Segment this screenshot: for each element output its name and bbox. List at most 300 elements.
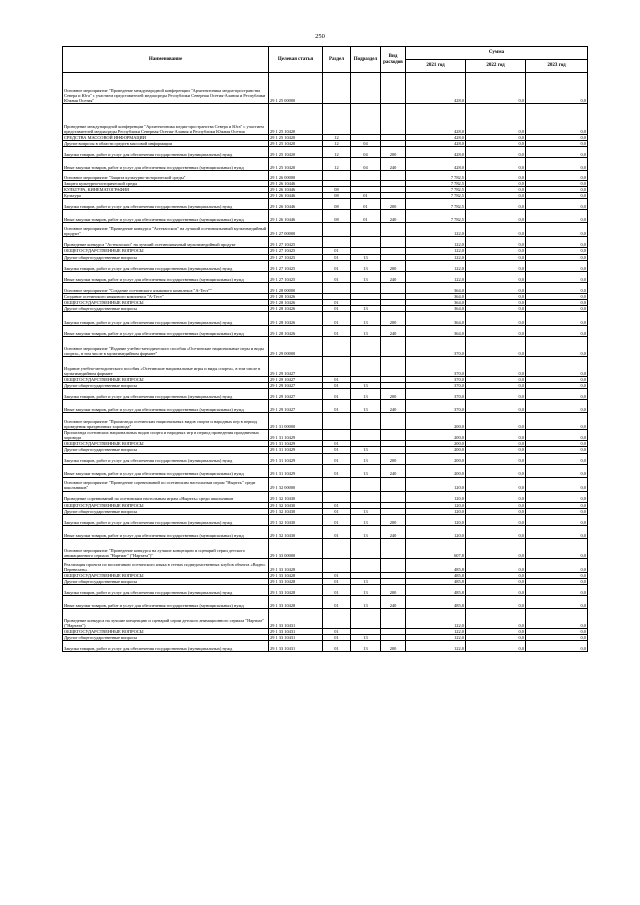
cell-sum-2023: 0,0	[526, 413, 588, 430]
cell-sum-2022: 0,0	[466, 430, 526, 441]
cell-name: Основное мероприятие "Защита культурно-исторической среды"	[63, 171, 269, 181]
header-subsection: Подраздел	[351, 47, 381, 73]
header-year-2022: 2022 год	[466, 60, 526, 73]
cell-section	[323, 336, 351, 356]
table-row	[63, 199, 588, 210]
cell-sum-2023: 0,0	[526, 237, 588, 248]
cell-sum-2021: 370,0	[406, 356, 466, 376]
cell-sum-2023: 0,0	[526, 464, 588, 477]
cell-target-code: 29 1 26 00000	[269, 171, 323, 181]
cell-expense-type: 240	[381, 400, 406, 413]
cell-name: Иные закупки товаров, работ и услуг для обеспечения государственных (муниципальных) нужд	[63, 464, 269, 477]
cell-target-code: 29 1 26 10446	[269, 187, 323, 193]
cell-name: Закупка товаров, работ и услуг для обеспечения государственных (муниципальных) нужд	[63, 311, 269, 325]
cell-sum-2023: 0,0	[526, 441, 588, 447]
cell-sum-2022: 0,0	[466, 187, 526, 193]
cell-expense-type	[381, 104, 406, 135]
cell-expense-type: 240	[381, 158, 406, 171]
cell-target-code: 29 1 33 10431	[269, 628, 323, 634]
cell-sum-2023: 0,0	[526, 293, 588, 299]
cell-section: 01	[323, 578, 351, 584]
header-expense-type: Вид расходов	[381, 47, 406, 73]
cell-target-code: 29 1 25 10420	[269, 147, 323, 158]
cell-section: 12	[323, 135, 351, 141]
cell-sum-2023: 0,0	[526, 514, 588, 525]
cell-sum-2023: 0,0	[526, 508, 588, 514]
cell-sum-2022: 0,0	[466, 248, 526, 254]
cell-subsection: 01	[351, 193, 381, 199]
cell-name: Иные закупки товаров, работ и услуг для обеспечения государственных (муниципальных) нужд	[63, 158, 269, 171]
cell-name: Другие общегосударственные вопросы	[63, 447, 269, 453]
cell-name: Иные закупки товаров, работ и услуг для обеспечения государственных (муниципальных) нужд	[63, 271, 269, 282]
cell-sum-2022: 0,0	[466, 181, 526, 187]
cell-name: Другие общегосударственные вопросы	[63, 634, 269, 640]
cell-sum-2022: 0,0	[466, 193, 526, 199]
cell-sum-2022: 0,0	[466, 223, 526, 237]
cell-expense-type: 200	[381, 641, 406, 652]
cell-sum-2023: 0,0	[526, 135, 588, 141]
cell-target-code: 29 1 33 10428	[269, 595, 323, 608]
cell-sum-2022: 0,0	[466, 595, 526, 608]
cell-sum-2023: 0,0	[526, 210, 588, 223]
cell-section	[323, 282, 351, 293]
table-row	[63, 400, 588, 413]
cell-name: Проведение конкурса "Астекзоскоп" на лучший осетиноязычный мультимедийный продукт	[63, 237, 269, 248]
cell-name: Проведение конкурса на лучшие концепцию и сценарий серии детского анимационного сериала "Нартиаг" ("Нартата")	[63, 608, 269, 628]
cell-section: 01	[323, 311, 351, 325]
cell-expense-type	[381, 413, 406, 430]
header-year-2023: 2023 год	[526, 60, 588, 73]
cell-sum-2023: 0,0	[526, 584, 588, 595]
cell-subsection	[351, 558, 381, 572]
cell-sum-2023: 0,0	[526, 193, 588, 199]
table-row	[63, 158, 588, 171]
cell-name: ОБЩЕГОСУДАРСТВЕННЫЕ ВОПРОСЫ	[63, 572, 269, 578]
table-row	[63, 641, 588, 652]
cell-subsection	[351, 336, 381, 356]
cell-subsection	[351, 237, 381, 248]
table-row	[63, 491, 588, 502]
cell-sum-2021: 428,0	[406, 135, 466, 141]
cell-expense-type: 200	[381, 584, 406, 595]
cell-subsection: 13	[351, 400, 381, 413]
cell-name: ОБЩЕГОСУДАРСТВЕННЫЕ ВОПРОСЫ	[63, 248, 269, 254]
cell-target-code: 29 1 28 10426	[269, 299, 323, 305]
cell-target-code: 29 1 25 10420	[269, 158, 323, 171]
cell-sum-2023: 0,0	[526, 187, 588, 193]
cell-sum-2023: 0,0	[526, 447, 588, 453]
cell-name: Основное мероприятие "Проведение соревнований по осетинским настольным играм "Ныртхъ" среди школьников"	[63, 477, 269, 491]
table-row	[63, 171, 588, 181]
cell-section: 12	[323, 147, 351, 158]
cell-sum-2021: 370,0	[406, 383, 466, 389]
table-row	[63, 525, 588, 538]
cell-sum-2022: 0,0	[466, 135, 526, 141]
cell-sum-2021: 120,0	[406, 508, 466, 514]
header-section: Раздел	[323, 47, 351, 73]
cell-target-code: 29 1 33 10428	[269, 578, 323, 584]
table-row	[63, 558, 588, 572]
cell-sum-2022: 0,0	[466, 508, 526, 514]
cell-target-code: 29 1 29 10427	[269, 400, 323, 413]
cell-subsection: 13	[351, 271, 381, 282]
cell-target-code: 29 1 31 10429	[269, 464, 323, 477]
cell-expense-type	[381, 237, 406, 248]
cell-target-code: 29 1 33 10428	[269, 584, 323, 595]
cell-sum-2022: 0,0	[466, 491, 526, 502]
table-row	[63, 210, 588, 223]
cell-sum-2022: 0,0	[466, 628, 526, 634]
cell-target-code: 29 1 33 10431	[269, 641, 323, 652]
cell-target-code: 29 1 31 00000	[269, 413, 323, 430]
cell-section: 01	[323, 595, 351, 608]
cell-section: 01	[323, 634, 351, 640]
cell-sum-2023: 0,0	[526, 628, 588, 634]
cell-sum-2022: 0,0	[466, 413, 526, 430]
cell-sum-2023: 0,0	[526, 595, 588, 608]
cell-name: Другие общегосударственные вопросы	[63, 383, 269, 389]
cell-sum-2023: 0,0	[526, 383, 588, 389]
cell-expense-type	[381, 223, 406, 237]
cell-expense-type	[381, 282, 406, 293]
cell-name: Другие общегосударственные вопросы	[63, 578, 269, 584]
cell-subsection: 04	[351, 158, 381, 171]
cell-sum-2021: 200,0	[406, 441, 466, 447]
cell-subsection: 13	[351, 634, 381, 640]
cell-sum-2022: 0,0	[466, 356, 526, 376]
cell-section: 12	[323, 158, 351, 171]
cell-sum-2023: 0,0	[526, 104, 588, 135]
cell-sum-2021: 7 782,5	[406, 181, 466, 187]
cell-section: 01	[323, 641, 351, 652]
cell-sum-2021: 428,0	[406, 147, 466, 158]
cell-target-code: 29 1 27 10425	[269, 248, 323, 254]
cell-target-code: 29 1 32 10430	[269, 514, 323, 525]
cell-target-code: 29 1 32 00000	[269, 477, 323, 491]
table-row	[63, 595, 588, 608]
cell-subsection	[351, 356, 381, 376]
cell-target-code: 29 1 27 10425	[269, 271, 323, 282]
cell-sum-2021: 200,0	[406, 453, 466, 464]
cell-target-code: 29 1 31 10429	[269, 447, 323, 453]
cell-section: 01	[323, 572, 351, 578]
cell-name: Основное мероприятие "Проведение конкурса "Астекзоскоп" на лучший осетиноязычный мультимедийный продукт"	[63, 223, 269, 237]
cell-sum-2021: 370,0	[406, 376, 466, 382]
cell-target-code: 29 1 28 10426	[269, 293, 323, 299]
cell-expense-type	[381, 477, 406, 491]
cell-section: 08	[323, 199, 351, 210]
cell-sum-2022: 0,0	[466, 237, 526, 248]
cell-target-code: 29 1 27 10425	[269, 254, 323, 260]
cell-section	[323, 558, 351, 572]
table-row	[63, 282, 588, 293]
cell-target-code: 29 1 29 10427	[269, 383, 323, 389]
cell-sum-2023: 0,0	[526, 356, 588, 376]
cell-subsection	[351, 223, 381, 237]
cell-expense-type	[381, 73, 406, 104]
cell-name: Основное мероприятие "Проведение конкурса на лучшие концепцию и сценарий серии детского анимационного сериала "Нартиаг" ("Нартата")"	[63, 538, 269, 558]
cell-name: Защита культурно-исторической среды	[63, 181, 269, 187]
table-row	[63, 223, 588, 237]
table-row	[63, 271, 588, 282]
table-row	[63, 430, 588, 441]
cell-sum-2022: 0,0	[466, 525, 526, 538]
cell-subsection	[351, 491, 381, 502]
cell-expense-type	[381, 430, 406, 441]
cell-sum-2021: 122,0	[406, 628, 466, 634]
cell-sum-2021: 364,0	[406, 325, 466, 336]
cell-subsection: 13	[351, 525, 381, 538]
table-row	[63, 237, 588, 248]
cell-target-code: 29 1 31 10429	[269, 430, 323, 441]
cell-name: КУЛЬТУРА, КИНЕМАТОГРАФИЯ	[63, 187, 269, 193]
cell-expense-type	[381, 491, 406, 502]
cell-section: 01	[323, 260, 351, 271]
cell-expense-type	[381, 558, 406, 572]
cell-sum-2022: 0,0	[466, 171, 526, 181]
cell-subsection: 04	[351, 141, 381, 147]
cell-subsection: 01	[351, 210, 381, 223]
cell-sum-2021: 428,0	[406, 158, 466, 171]
cell-name: Иные закупки товаров, работ и услуг для обеспечения государственных (муниципальных) нужд	[63, 400, 269, 413]
cell-sum-2022: 0,0	[466, 254, 526, 260]
cell-sum-2021: 370,0	[406, 400, 466, 413]
cell-section: 01	[323, 447, 351, 453]
cell-expense-type: 200	[381, 389, 406, 400]
cell-subsection: 13	[351, 584, 381, 595]
cell-name: ОБЩЕГОСУДАРСТВЕННЫЕ ВОПРОСЫ	[63, 441, 269, 447]
table-row	[63, 413, 588, 430]
cell-expense-type	[381, 608, 406, 628]
cell-name: Проведение соревнований по осетинским настольным играм «Ныртхъ» среди школьников	[63, 491, 269, 502]
cell-sum-2022: 0,0	[466, 558, 526, 572]
cell-sum-2021: 200,0	[406, 464, 466, 477]
cell-section: 01	[323, 376, 351, 382]
cell-subsection	[351, 73, 381, 104]
cell-section	[323, 491, 351, 502]
cell-sum-2023: 0,0	[526, 282, 588, 293]
cell-name: ОБЩЕГОСУДАРСТВЕННЫЕ ВОПРОСЫ	[63, 628, 269, 634]
cell-target-code: 29 1 25 00000	[269, 73, 323, 104]
cell-sum-2021: 122,0	[406, 248, 466, 254]
cell-target-code: 29 1 26 10446	[269, 193, 323, 199]
cell-sum-2021: 120,0	[406, 502, 466, 508]
cell-target-code: 29 1 32 10430	[269, 508, 323, 514]
cell-sum-2021: 122,0	[406, 254, 466, 260]
cell-sum-2021: 120,0	[406, 477, 466, 491]
cell-name: Реализация проекта по воспитанию осетинского языка в стенах подведомственных клубов объекта «Видно. Перевелать»	[63, 558, 269, 572]
cell-name: Другие вопросы в области средств массовой информации	[63, 141, 269, 147]
cell-expense-type	[381, 356, 406, 376]
cell-sum-2022: 0,0	[466, 336, 526, 356]
table-row	[63, 325, 588, 336]
cell-sum-2021: 485,8	[406, 595, 466, 608]
cell-sum-2021: 485,8	[406, 558, 466, 572]
cell-sum-2021: 120,0	[406, 525, 466, 538]
cell-subsection: 13	[351, 641, 381, 652]
cell-expense-type	[381, 538, 406, 558]
cell-target-code: 29 1 29 00000	[269, 336, 323, 356]
page-number: 250	[315, 33, 325, 40]
cell-name: ОБЩЕГОСУДАРСТВЕННЫЕ ВОПРОСЫ	[63, 299, 269, 305]
cell-sum-2022: 0,0	[466, 453, 526, 464]
cell-target-code: 29 1 28 00000	[269, 282, 323, 293]
cell-sum-2022: 0,0	[466, 389, 526, 400]
cell-expense-type: 200	[381, 147, 406, 158]
cell-subsection	[351, 171, 381, 181]
cell-sum-2022: 0,0	[466, 271, 526, 282]
cell-section	[323, 356, 351, 376]
cell-name: Закупка товаров, работ и услуг для обеспечения государственных (муниципальных) нужд	[63, 453, 269, 464]
cell-name: СРЕДСТВА МАССОВОЙ ИНФОРМАЦИИ	[63, 135, 269, 141]
cell-section	[323, 608, 351, 628]
cell-target-code: 29 1 27 00000	[269, 223, 323, 237]
cell-subsection	[351, 538, 381, 558]
table-row	[63, 104, 588, 135]
cell-subsection: 13	[351, 260, 381, 271]
cell-section: 01	[323, 584, 351, 595]
cell-sum-2021: 122,0	[406, 223, 466, 237]
cell-section	[323, 430, 351, 441]
cell-sum-2021: 200,0	[406, 430, 466, 441]
table-row	[63, 389, 588, 400]
cell-sum-2021: 428,0	[406, 104, 466, 135]
table-row	[63, 147, 588, 158]
cell-subsection: 13	[351, 453, 381, 464]
cell-sum-2021: 364,0	[406, 311, 466, 325]
cell-sum-2021: 7 782,5	[406, 187, 466, 193]
cell-subsection: 13	[351, 578, 381, 584]
cell-name: Основное мероприятие "Пропаганда осетинских национальных видов спорта и народных игр в период проведения праздничных хоровода"	[63, 413, 269, 430]
cell-sum-2021: 7 782,5	[406, 193, 466, 199]
cell-sum-2023: 0,0	[526, 299, 588, 305]
cell-target-code: 29 1 31 10429	[269, 453, 323, 464]
cell-target-code: 29 1 26 10446	[269, 210, 323, 223]
cell-section: 01	[323, 305, 351, 311]
cell-sum-2022: 0,0	[466, 311, 526, 325]
cell-name: Закупка товаров, работ и услуг для обеспечения государственных (муниципальных) нужд	[63, 147, 269, 158]
cell-section: 01	[323, 525, 351, 538]
cell-target-code: 29 1 32 10430	[269, 491, 323, 502]
cell-expense-type: 200	[381, 260, 406, 271]
cell-target-code: 29 1 33 10428	[269, 572, 323, 578]
cell-sum-2023: 0,0	[526, 641, 588, 652]
cell-sum-2022: 0,0	[466, 299, 526, 305]
cell-target-code: 29 1 28 10426	[269, 311, 323, 325]
cell-expense-type: 200	[381, 453, 406, 464]
cell-expense-type: 240	[381, 271, 406, 282]
cell-name: Проведение международной конференции "Архитектоника медиа-пространства Севера и Юга" с участием представителей медиасреды Республики Северная Осетия-Алания и Республики Южная Осетия	[63, 104, 269, 135]
cell-sum-2023: 0,0	[526, 271, 588, 282]
table-row	[63, 464, 588, 477]
cell-target-code: 29 1 32 10430	[269, 502, 323, 508]
cell-section: 01	[323, 400, 351, 413]
cell-subsection: 13	[351, 254, 381, 260]
cell-sum-2023: 0,0	[526, 453, 588, 464]
cell-name: Закупка товаров, работ и услуг для обеспечения государственных (муниципальных) нужд	[63, 199, 269, 210]
cell-expense-type: 240	[381, 595, 406, 608]
cell-subsection: 13	[351, 508, 381, 514]
cell-expense-type	[381, 336, 406, 356]
cell-sum-2022: 0,0	[466, 538, 526, 558]
cell-sum-2021: 120,0	[406, 491, 466, 502]
cell-sum-2022: 0,0	[466, 441, 526, 447]
cell-subsection: 13	[351, 514, 381, 525]
cell-target-code: 29 1 25 10420	[269, 141, 323, 147]
cell-sum-2023: 0,0	[526, 254, 588, 260]
cell-target-code: 29 1 33 10431	[269, 608, 323, 628]
cell-sum-2021: 607,8	[406, 538, 466, 558]
cell-section: 01	[323, 514, 351, 525]
cell-target-code: 29 1 33 10431	[269, 634, 323, 640]
cell-sum-2021: 200,0	[406, 413, 466, 430]
cell-name: Основное мероприятие "Издание учебно-методического пособия «Осетинские национальные игры и виды спорта», в том числе в мультимедийном формате"	[63, 336, 269, 356]
cell-name: Закупка товаров, работ и услуг для обеспечения государственных (муниципальных) нужд	[63, 514, 269, 525]
table-row	[63, 356, 588, 376]
cell-sum-2021: 370,0	[406, 389, 466, 400]
cell-name: Другие общегосударственные вопросы	[63, 254, 269, 260]
cell-expense-type: 200	[381, 514, 406, 525]
cell-name: ОБЩЕГОСУДАРСТВЕННЫЕ ВОПРОСЫ	[63, 376, 269, 382]
cell-sum-2021: 485,8	[406, 578, 466, 584]
cell-expense-type	[381, 171, 406, 181]
cell-sum-2021: 120,0	[406, 514, 466, 525]
cell-sum-2023: 0,0	[526, 572, 588, 578]
cell-section	[323, 73, 351, 104]
cell-name: Закупка товаров, работ и услуг для обеспечения государственных (муниципальных) нужд	[63, 260, 269, 271]
cell-sum-2023: 0,0	[526, 73, 588, 104]
cell-target-code: 29 1 32 10430	[269, 525, 323, 538]
cell-sum-2021: 370,0	[406, 336, 466, 356]
cell-sum-2023: 0,0	[526, 305, 588, 311]
cell-name: Иные закупки товаров, работ и услуг для обеспечения государственных (муниципальных) нужд	[63, 525, 269, 538]
cell-expense-type: 200	[381, 199, 406, 210]
cell-sum-2023: 0,0	[526, 634, 588, 640]
cell-section	[323, 538, 351, 558]
cell-sum-2022: 0,0	[466, 282, 526, 293]
cell-target-code: 29 1 33 10428	[269, 558, 323, 572]
cell-sum-2022: 0,0	[466, 608, 526, 628]
cell-name: Другие общегосударственные вопросы	[63, 508, 269, 514]
cell-sum-2021: 364,0	[406, 282, 466, 293]
cell-sum-2023: 0,0	[526, 376, 588, 382]
cell-expense-type: 240	[381, 464, 406, 477]
cell-sum-2021: 122,0	[406, 237, 466, 248]
cell-expense-type: 240	[381, 210, 406, 223]
cell-sum-2022: 0,0	[466, 199, 526, 210]
cell-sum-2023: 0,0	[526, 260, 588, 271]
cell-section: 01	[323, 453, 351, 464]
cell-section: 01	[323, 441, 351, 447]
cell-name: Другие общегосударственные вопросы	[63, 305, 269, 311]
table-row	[63, 260, 588, 271]
cell-sum-2022: 0,0	[466, 293, 526, 299]
cell-subsection	[351, 413, 381, 430]
cell-sum-2023: 0,0	[526, 502, 588, 508]
cell-sum-2023: 0,0	[526, 171, 588, 181]
cell-target-code: 29 1 26 10446	[269, 181, 323, 187]
cell-sum-2021: 122,0	[406, 260, 466, 271]
cell-sum-2022: 0,0	[466, 464, 526, 477]
cell-sum-2021: 485,8	[406, 584, 466, 595]
cell-sum-2022: 0,0	[466, 447, 526, 453]
cell-subsection	[351, 282, 381, 293]
cell-sum-2022: 0,0	[466, 73, 526, 104]
table-row	[63, 73, 588, 104]
table-row	[63, 514, 588, 525]
cell-subsection: 13	[351, 305, 381, 311]
cell-sum-2023: 0,0	[526, 525, 588, 538]
